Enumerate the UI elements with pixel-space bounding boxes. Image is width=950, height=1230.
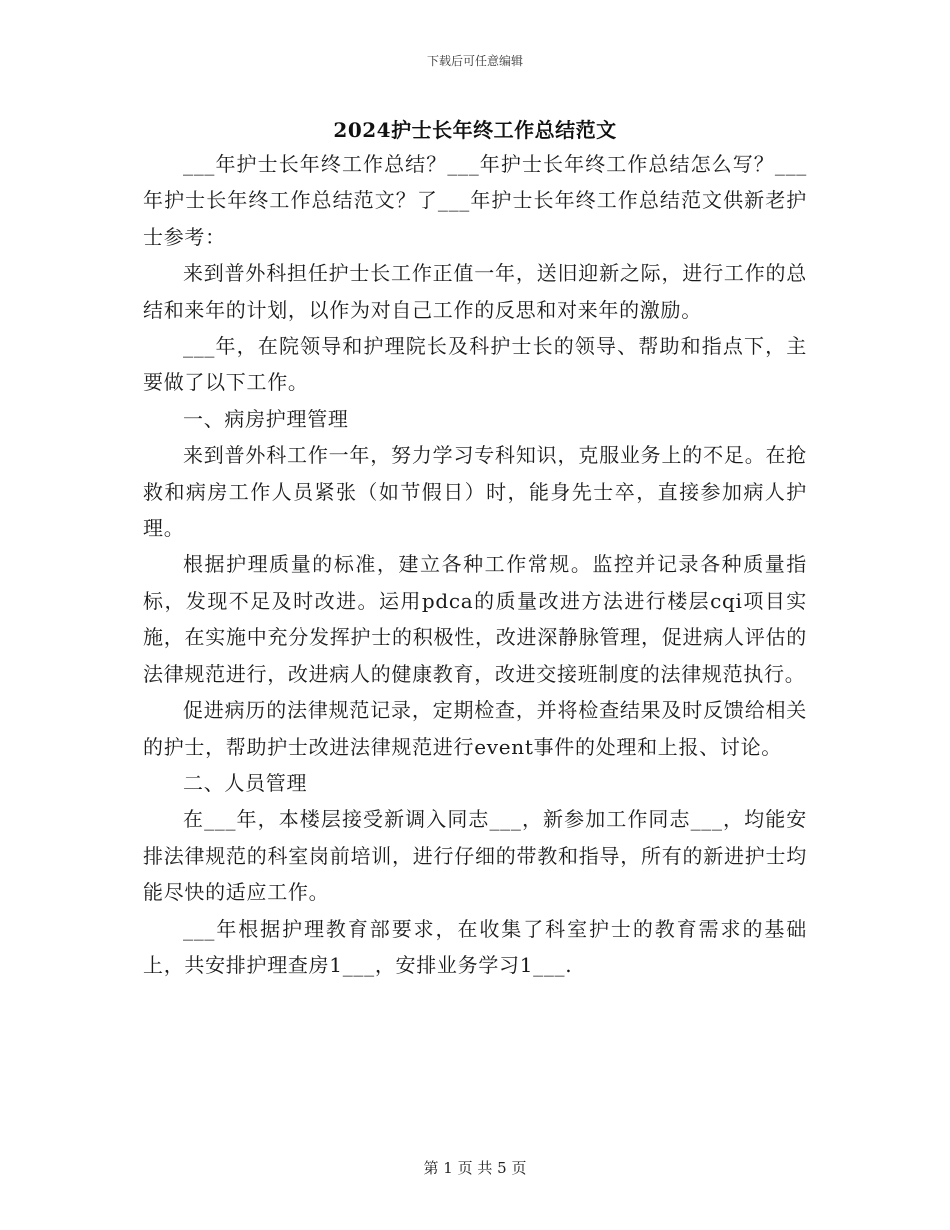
paragraph-ward-2: 根据护理质量的标准，建立各种工作常规。监控并记录各种质量指标，发现不足及时改进。运用pdca的质量改进方法进行楼层cqi项目实施，在实施中充分发挥护士的积极性，改进深静脉管理，促进病人评估的法律规范进行，改进病人的健康教育，改进交接班制度的法律规范执行。: [143, 552, 807, 686]
section-heading-staff-management: 二、人员管理: [183, 770, 308, 795]
page-number: 第 1 页 共 5 页: [423, 1159, 527, 1177]
paragraph-intro: ___年护士长年终工作总结？___年护士长年终工作总结怎么写？___年护士长年终工作总结范文？了___年护士长年终工作总结范文供新老护士参考：: [143, 152, 807, 249]
paragraph-summary: ___年，在院领导和护理院长及科护士长的领导、帮助和指点下，主要做了以下工作。: [143, 334, 807, 395]
paragraph-opening: 来到普外科担任护士长工作正值一年，送旧迎新之际，进行工作的总结和来年的计划，以作为对自己工作的反思和对来年的激励。: [143, 261, 807, 322]
document-title: 2024护士长年终工作总结范文: [333, 118, 617, 142]
paragraph-staff-2: ___年根据护理教育部要求，在收集了科室护士的教育需求的基础上，共安排护理查房1___，安排业务学习1___.: [143, 916, 807, 977]
paragraph-staff-1: 在___年，本楼层接受新调入同志___，新参加工作同志___，均能安排法律规范的科室岗前培训，进行仔细的带教和指导，所有的新进护士均能尽快的适应工作。: [143, 807, 807, 905]
paragraph-ward-3: 促进病历的法律规范记录，定期检查，并将检查结果及时反馈给相关的护士，帮助护士改进法律规范进行event事件的处理和上报、讨论。: [143, 698, 807, 759]
page-header-note: 下载后可任意编辑: [426, 54, 523, 68]
paragraph-ward-1: 来到普外科工作一年，努力学习专科知识，克服业务上的不足。在抢救和病房工作人员紧张（如节假日）时，能身先士卒，直接参加病人护理。: [143, 443, 807, 541]
section-heading-ward-management: 一、病房护理管理: [183, 406, 349, 431]
document-body: [143, 146, 807, 983]
